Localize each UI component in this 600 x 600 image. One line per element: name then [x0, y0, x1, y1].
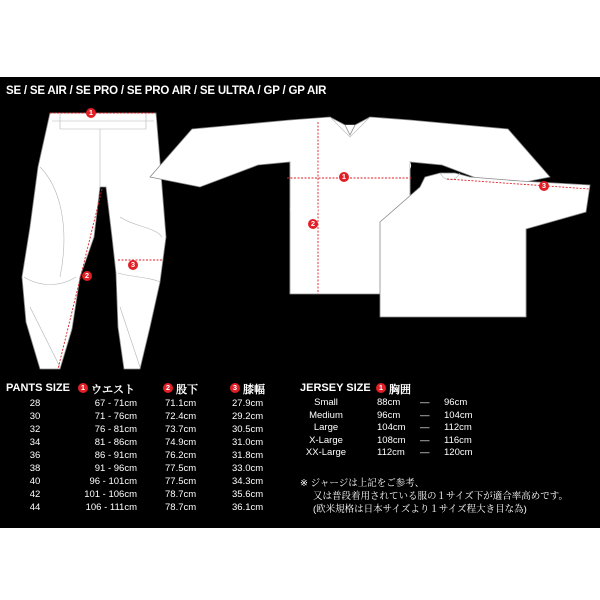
chest-badge: 1 [376, 383, 386, 393]
range-dash: — [420, 422, 430, 433]
pants-size-cell: 40 [29, 476, 41, 488]
center-back-sleeve-label: CENTER BACK SLEEVE [498, 194, 573, 201]
jersey-chest-min: 88cm [377, 397, 401, 408]
pants-size-cell: 42 [29, 489, 41, 501]
inseam-cell: 72.4cm [165, 411, 197, 423]
waist-cell: 86 - 91cm [94, 450, 137, 462]
inseam-header: 股下 [176, 384, 198, 396]
waist-cell: 91 - 96cm [94, 463, 137, 475]
range-dash: — [420, 397, 430, 408]
jersey-chest-min: 112cm [377, 447, 405, 458]
pants-size-cell: 30 [29, 411, 41, 423]
jersey-chest-max: 112cm [444, 422, 472, 433]
waist-cell: 106 - 111cm [85, 502, 137, 514]
jersey-chest-max: 120cm [444, 447, 473, 458]
knee-cell: 36.1cm [232, 502, 264, 514]
waist-cell: 76 - 81cm [94, 424, 137, 436]
waist-cell: 71 - 76cm [94, 411, 137, 423]
pants-knee-column [232, 397, 282, 514]
range-dash: — [420, 434, 430, 446]
inseam-cell: 73.7cm [165, 424, 197, 436]
jersey-row [300, 435, 500, 448]
waist-cell: 96 - 101cm [89, 476, 137, 488]
jersey-chest-max: 104cm [444, 409, 473, 421]
jersey-chest-min: 104cm [377, 422, 406, 433]
knee-badge: 3 [230, 383, 240, 393]
pants-inseam-column [165, 397, 215, 514]
pants-size-column [20, 397, 50, 514]
waist-badge: 1 [78, 383, 88, 393]
jersey-chest-max: 96cm [444, 397, 468, 408]
pants-size-cell: 32 [29, 424, 41, 436]
inseam-cell: 74.9cm [165, 437, 197, 449]
jersey-size-header: JERSEY SIZE [300, 382, 371, 394]
jersey-size: X-Large [309, 434, 343, 446]
jersey-size: Medium [309, 409, 343, 421]
chest-label: CHEST(1" BELOW ARMHOLE) [318, 162, 412, 169]
inseam-cell: 76.2cm [165, 450, 197, 462]
jersey-row [300, 410, 500, 423]
jersey-note-line-3: (欧米規格は日本サイズより１サイズ程大き目な為) [313, 504, 527, 515]
inseam-cell: 78.7cm [165, 489, 197, 501]
chest-header: 胸囲 [389, 384, 411, 396]
jersey-note-line-1: ※ ジャージは上記をご参考、 [300, 478, 425, 489]
jersey-chest-min: 96cm [377, 409, 401, 421]
jersey-row [300, 397, 500, 410]
inseam-cell: 77.5cm [165, 463, 197, 475]
knee-cell: 29.2cm [232, 411, 264, 423]
knee-cell: 30.5cm [232, 424, 264, 436]
jersey-note-line-2: 又は普段着用されている服の１サイズ下が適合率高めです。 [313, 491, 568, 502]
front-length-sub-label: (from high point shoulder) [290, 206, 372, 213]
product-lines-title: SE / SE AIR / SE PRO / SE PRO AIR / SE ULTRA / GP / GP AIR [6, 85, 327, 97]
pants-size-header: PANTS SIZE [6, 382, 70, 394]
pants-size-cell: 38 [29, 463, 41, 475]
pants-size-cell: 44 [29, 502, 41, 514]
knee-cell: 35.6cm [232, 489, 264, 501]
jersey-size: Large [313, 422, 339, 433]
range-dash: — [420, 447, 430, 458]
jersey-chest-max: 116cm [444, 434, 472, 446]
pants-inseam-badge: 2 [82, 271, 92, 281]
jersey-length-badge: 2 [308, 219, 318, 229]
jersey-back-illustration [0, 77, 600, 377]
waist-cell: 101 - 106cm [84, 489, 137, 501]
waist-header: ウエスト [91, 384, 135, 396]
inseam-cell: 77.5cm [165, 476, 197, 488]
knee-cell: 33.0cm [232, 463, 264, 475]
inseam-cell: 71.1cm [165, 398, 197, 409]
jersey-chest-min: 108cm [377, 434, 406, 446]
pants-knee-badge: 3 [128, 260, 138, 270]
waist-cell: 67 - 71cm [94, 398, 137, 409]
pants-size-cell: 36 [29, 450, 41, 462]
knee-cell: 31.8cm [232, 450, 264, 462]
pants-waist-column [70, 397, 137, 514]
range-dash: — [420, 409, 430, 421]
jersey-chest-badge: 1 [339, 172, 349, 182]
knee-cell: 31.0cm [232, 437, 264, 449]
knee-cell: 27.9cm [232, 398, 264, 409]
knee-cell: 34.3cm [232, 476, 264, 488]
jersey-size: XX-Large [305, 447, 347, 458]
jersey-size: Small [314, 397, 338, 408]
jersey-row [300, 447, 500, 460]
inseam-cell: 78.7cm [165, 502, 197, 514]
inseam-badge: 2 [163, 383, 173, 393]
pants-waist-badge: 1 [86, 108, 96, 118]
waist-cell: 81 - 86cm [94, 437, 137, 449]
knee-header: 膝幅 [243, 384, 265, 396]
size-chart [0, 77, 600, 528]
pants-size-cell: 28 [29, 398, 41, 409]
pants-size-cell: 34 [29, 437, 41, 449]
front-length-label: FRONT LENGTH [296, 197, 347, 204]
jersey-sleeve-badge: 3 [539, 181, 549, 191]
jersey-row [300, 422, 500, 435]
